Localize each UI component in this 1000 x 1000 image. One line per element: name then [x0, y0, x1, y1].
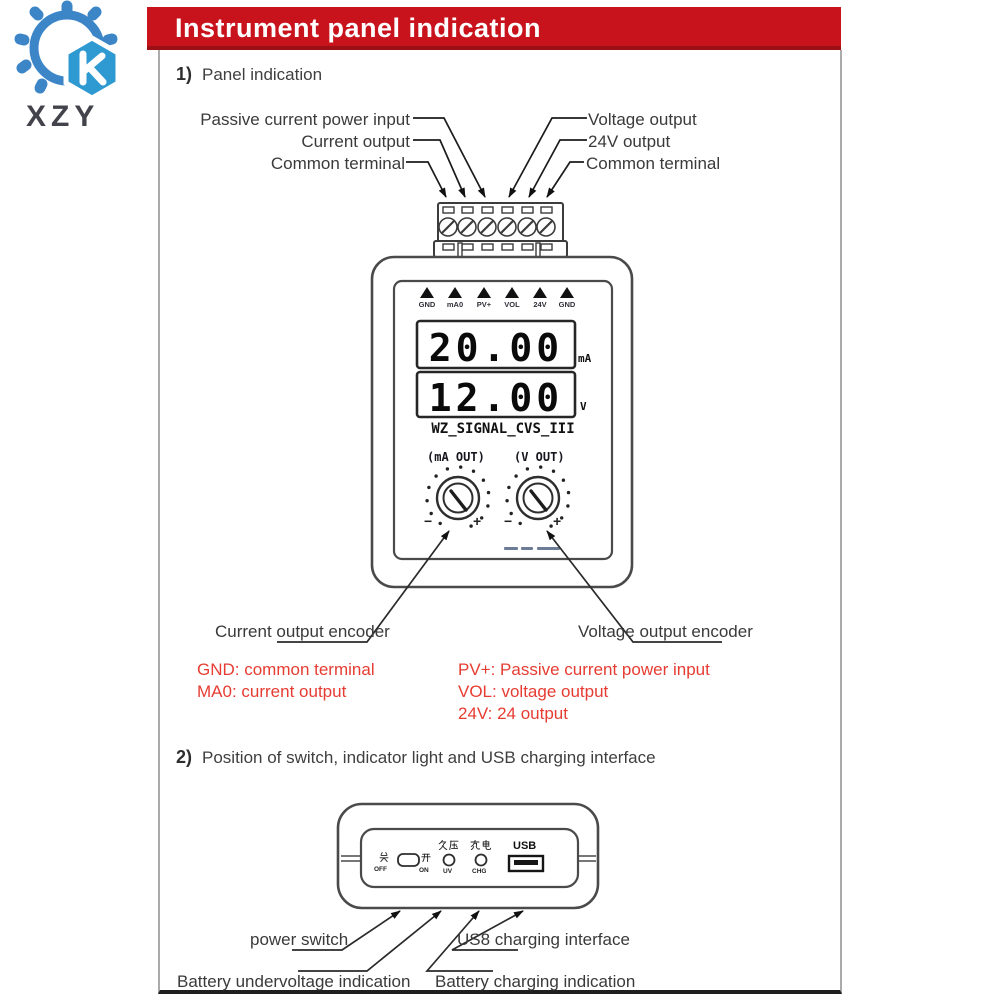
power-switch-drawing: [398, 854, 419, 866]
cjk-on-glyph: [421, 849, 431, 867]
note-24v: 24V: 24 output: [458, 704, 568, 723]
section1-title: Panel indication: [202, 65, 323, 84]
current-knob-minus: −: [424, 513, 433, 529]
voltage-display-unit: V: [580, 400, 587, 413]
device2-body: [338, 804, 598, 908]
cjk-off-glyph: [379, 849, 389, 867]
voltage-display-value: 12.00: [428, 376, 564, 420]
panel-marking-gnd-1: GND: [418, 300, 436, 309]
current-display-unit: mA: [578, 352, 592, 365]
switch-on-label: ON: [419, 867, 429, 874]
label-common-terminal-right: Common terminal: [586, 154, 721, 173]
panel-marking-ma0: mA0: [446, 300, 464, 309]
current-encoder-label: Current output encoder: [215, 622, 390, 641]
uv-label: UV: [443, 868, 453, 875]
caption-battery-charging: Battery charging indication: [435, 972, 636, 991]
panel-marking-vol: VOL: [504, 300, 520, 309]
current-display-value: 20.00: [428, 326, 564, 370]
device-model-text: WZ_SIGNAL_CVS_III: [431, 421, 575, 437]
switch-off-label: OFF: [374, 866, 387, 873]
caption-power-switch: power switch: [250, 930, 349, 949]
label-24v-output: 24V output: [588, 132, 671, 151]
caption-battery-undervoltage: Battery undervoltage indication: [177, 972, 411, 991]
caption-usb-interface: US8 charging interface: [457, 930, 630, 949]
note-ma0: MA0: current output: [197, 682, 347, 701]
terminal-leader-lines: [406, 118, 587, 197]
usb-port-drawing: [509, 856, 543, 871]
page-title: Instrument panel indication: [175, 13, 542, 43]
usb-label: USB: [513, 840, 537, 852]
label-common-terminal-left: Common terminal: [270, 154, 405, 173]
note-vol: VOL: voltage output: [458, 682, 609, 701]
note-gnd: GND: common terminal: [197, 660, 375, 679]
label-passive-current-power-input: Passive current power input: [200, 110, 410, 129]
current-knob-label: (mA OUT): [427, 450, 485, 464]
notes-left: [197, 659, 375, 703]
brand-name: XZY: [26, 100, 100, 133]
section2-number: 2): [176, 747, 193, 767]
voltage-knob-label: (V OUT): [514, 450, 565, 464]
panel-marking-gnd-2: GND: [558, 300, 576, 309]
voltage-knob-plus: +: [553, 513, 562, 529]
voltage-knob-minus: −: [504, 513, 513, 529]
current-knob-plus: +: [473, 513, 482, 529]
note-pv: PV+: Passive current power input: [458, 660, 710, 679]
cjk-undervoltage-glyphs: [438, 837, 459, 855]
cjk-charging-glyphs: [470, 837, 491, 855]
voltage-encoder-label: Voltage output encoder: [578, 622, 753, 641]
label-current-output: Current output: [301, 132, 410, 151]
panel-marking-24v: 24V: [533, 300, 547, 309]
terminal-block: [434, 203, 567, 262]
section2-title: Position of switch, indicator light and USB charging interface: [202, 748, 656, 767]
section1-number: 1): [176, 64, 193, 84]
section2-heading: [176, 747, 656, 768]
notes-right: [458, 659, 710, 725]
fine-print-mark: [504, 547, 560, 550]
panel-marking-pv: PV+: [476, 300, 492, 309]
label-voltage-output: Voltage output: [588, 110, 697, 129]
chg-label: CHG: [472, 868, 487, 875]
